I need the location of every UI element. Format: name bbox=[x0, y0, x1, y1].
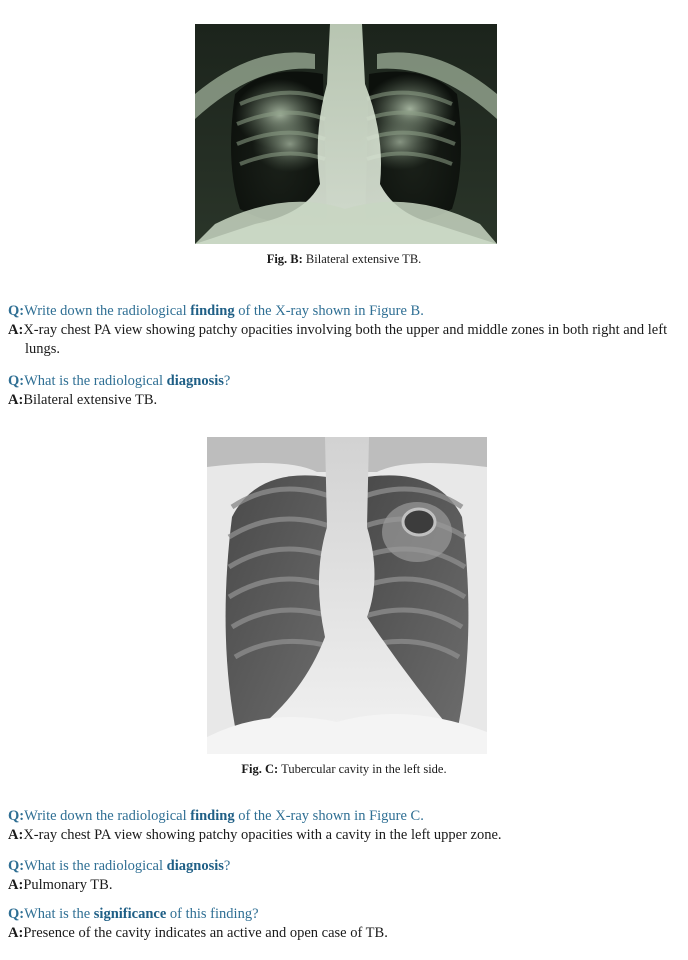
question bbox=[8, 372, 688, 391]
answer-label: A: bbox=[8, 392, 24, 408]
question-text-end: of the X-ray shown in Figure C. bbox=[234, 808, 424, 824]
question-label: Q: bbox=[8, 373, 25, 389]
question-text: What is the bbox=[24, 906, 94, 922]
question-keyword: diagnosis bbox=[166, 858, 224, 874]
figure-c-label: Fig. C: bbox=[241, 762, 279, 776]
answer-text: X-ray chest PA view showing patchy opacities involving both the upper and middle zones in both right and left lungs. bbox=[23, 322, 668, 357]
answer-text: Bilateral extensive TB. bbox=[23, 392, 158, 408]
xray-image-figure-b bbox=[195, 24, 497, 244]
answer-label: A: bbox=[8, 827, 24, 843]
figure-b-caption-text: Bilateral extensive TB. bbox=[305, 252, 422, 266]
answer-label: A: bbox=[8, 925, 24, 941]
figure-b-caption bbox=[0, 252, 688, 267]
qa-item bbox=[8, 857, 688, 895]
answer-text: Presence of the cavity indicates an active and open case of TB. bbox=[23, 925, 388, 941]
answer bbox=[8, 391, 688, 410]
question-text-end: of this finding? bbox=[166, 906, 259, 922]
question-label: Q: bbox=[8, 858, 25, 874]
answer bbox=[8, 321, 688, 359]
question-text-end: of the X-ray shown in Figure B. bbox=[234, 303, 424, 319]
answer bbox=[8, 924, 688, 943]
answer-label: A: bbox=[8, 877, 24, 893]
question bbox=[8, 302, 688, 321]
question-text: What is the radiological bbox=[24, 373, 167, 389]
qa-item bbox=[8, 372, 688, 410]
question-keyword: significance bbox=[93, 906, 167, 922]
question-text: Write down the radiological bbox=[24, 808, 191, 824]
qa-item bbox=[8, 905, 688, 943]
answer-text: Pulmonary TB. bbox=[23, 877, 113, 893]
question-label: Q: bbox=[8, 808, 25, 824]
figure-c-caption bbox=[0, 762, 688, 777]
question-keyword: diagnosis bbox=[166, 373, 224, 389]
question-keyword: finding bbox=[190, 303, 235, 319]
question bbox=[8, 807, 688, 826]
question-text-end: ? bbox=[223, 858, 231, 874]
figure-c-caption-text: Tubercular cavity in the left side. bbox=[281, 762, 447, 776]
question bbox=[8, 905, 688, 924]
question-label: Q: bbox=[8, 906, 25, 922]
answer-text: X-ray chest PA view showing patchy opacities with a cavity in the left upper zone. bbox=[23, 827, 502, 843]
qa-item bbox=[8, 302, 688, 359]
xray-image-figure-c bbox=[207, 437, 487, 754]
figure-b-label: Fig. B: bbox=[266, 252, 303, 266]
answer bbox=[8, 826, 688, 845]
question-label: Q: bbox=[8, 303, 25, 319]
question-text-end: ? bbox=[223, 373, 231, 389]
question-text: Write down the radiological bbox=[24, 303, 191, 319]
question-text: What is the radiological bbox=[24, 858, 167, 874]
question bbox=[8, 857, 688, 876]
answer-label: A: bbox=[8, 322, 24, 338]
question-keyword: finding bbox=[190, 808, 235, 824]
answer bbox=[8, 876, 688, 895]
qa-item bbox=[8, 807, 688, 845]
